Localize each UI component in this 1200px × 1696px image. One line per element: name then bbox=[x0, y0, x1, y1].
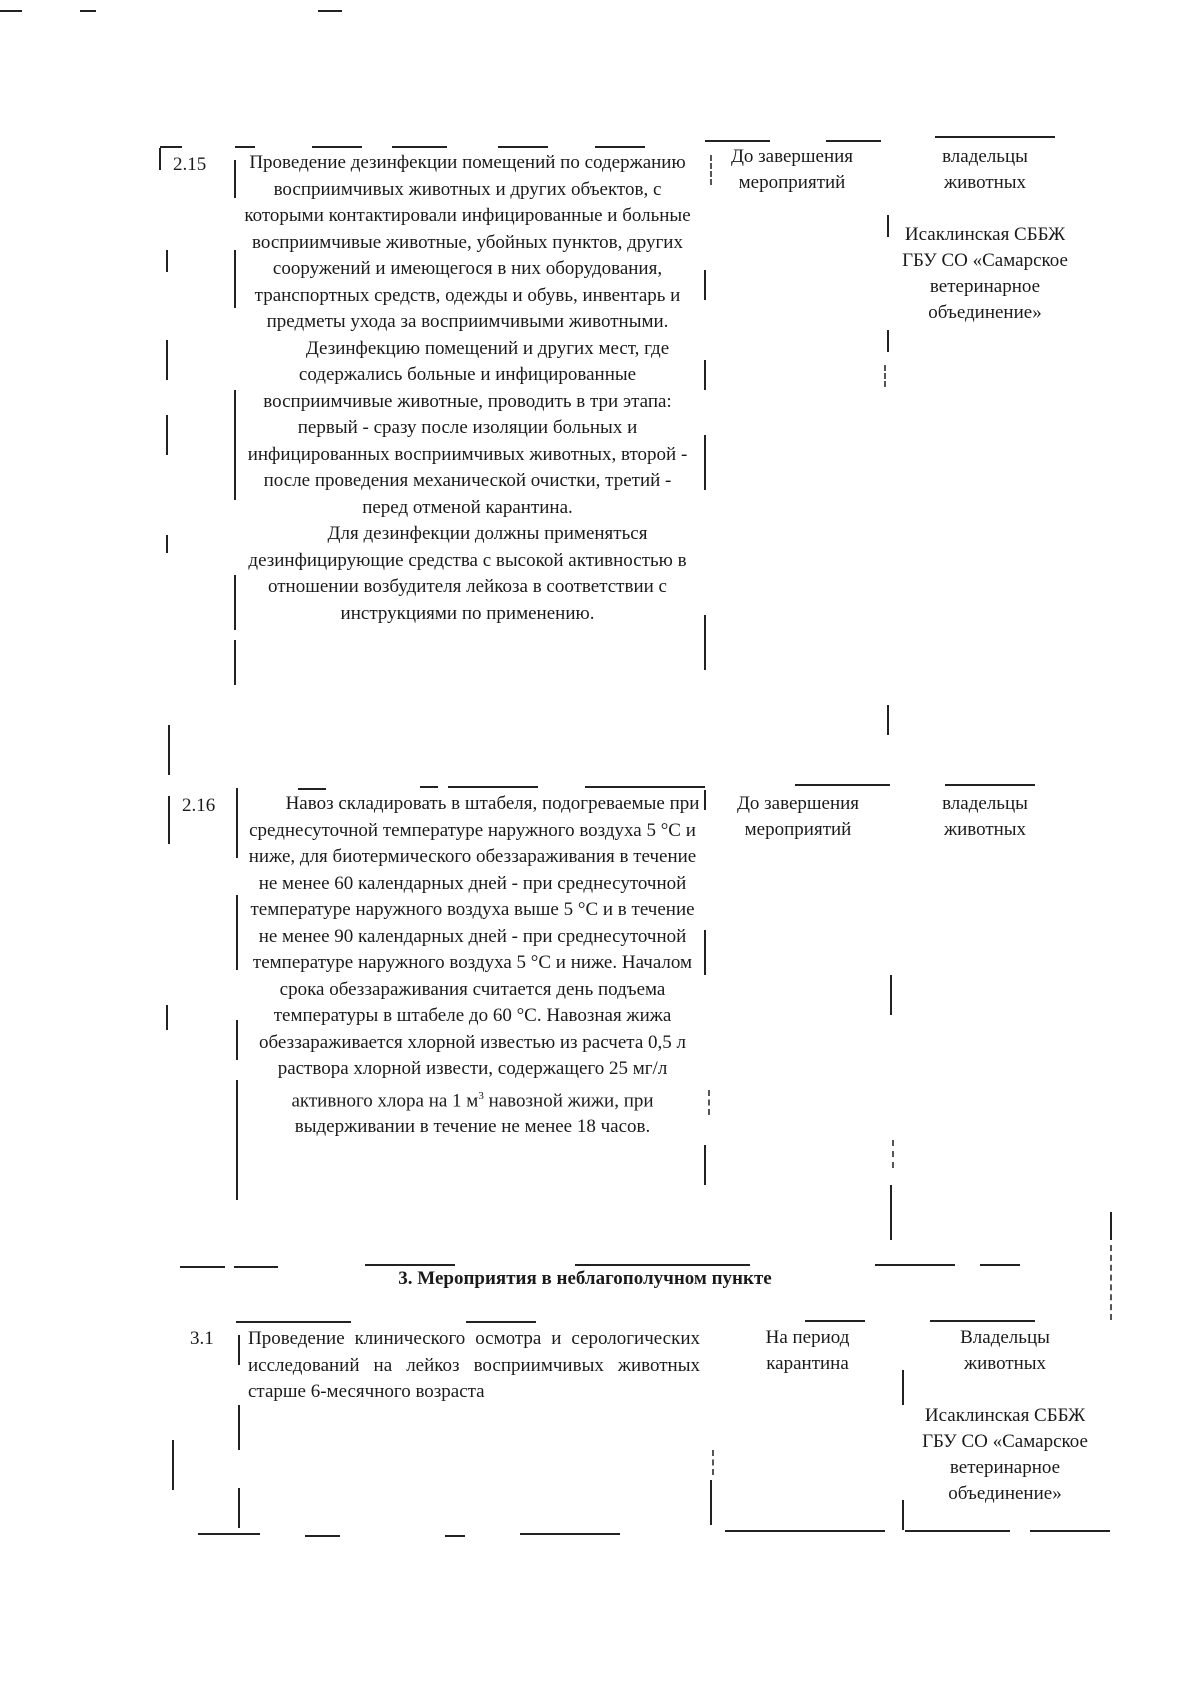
row-number: 2.15 bbox=[173, 154, 207, 175]
table-border bbox=[930, 1320, 1035, 1322]
responsible-vet-station: Исаклинская СББЖ ГБУ СО «Самарское ветеринарное объединение» bbox=[922, 1405, 1088, 1504]
table-border bbox=[905, 1530, 1010, 1532]
table-border bbox=[826, 140, 881, 142]
responsible-owners: владельцы животных bbox=[942, 793, 1028, 840]
superscript: 3 bbox=[478, 1089, 484, 1102]
table-border bbox=[892, 1140, 894, 1168]
table-border bbox=[234, 390, 236, 500]
table-border bbox=[445, 1535, 465, 1537]
table-border bbox=[805, 1320, 865, 1322]
table-border bbox=[498, 146, 548, 148]
table-border bbox=[795, 784, 890, 786]
table-border bbox=[168, 725, 170, 775]
table-border bbox=[704, 435, 706, 490]
scan-artifact-line bbox=[0, 10, 22, 12]
responsible-vet-station: Исаклинская СББЖ ГБУ СО «Самарское ветеринарное объединение» bbox=[902, 224, 1068, 323]
paragraph bbox=[245, 791, 700, 1141]
table-border bbox=[236, 1321, 351, 1323]
table-border bbox=[887, 330, 889, 352]
row-number: 2.16 bbox=[182, 795, 216, 816]
responsible-cell bbox=[920, 1325, 1090, 1507]
responsible-cell bbox=[900, 144, 1070, 326]
table-border bbox=[1030, 1530, 1110, 1532]
manure-text-end: навозной жижи, при выдерживании в течение не менее 18 часов. bbox=[294, 1089, 654, 1138]
table-border bbox=[935, 136, 1055, 138]
paragraph: Проведение дезинфекции помещений по содержанию восприимчивых животных и других объектов, с которыми контактировали инфицированные и больные восприимчивые животные, убойных пунктов, других сооружений и имеющегося в них оборудования, транспортных средств, одежды и обувь, инвентарь и предметы ухода за восприимчивыми животными. bbox=[244, 152, 691, 332]
table-border bbox=[704, 360, 706, 390]
table-border bbox=[166, 250, 168, 272]
responsible-owners: Владельцы животных bbox=[960, 1327, 1050, 1374]
table-border bbox=[166, 1005, 168, 1030]
table-border bbox=[166, 535, 168, 553]
table-border bbox=[159, 148, 161, 170]
table-border bbox=[166, 340, 168, 380]
table-border bbox=[238, 1335, 240, 1365]
table-border bbox=[172, 1440, 174, 1490]
table-border bbox=[708, 1090, 710, 1115]
table-border bbox=[704, 270, 706, 300]
scan-artifact-line bbox=[318, 10, 342, 12]
table-border bbox=[166, 415, 168, 455]
table-border bbox=[890, 1185, 892, 1240]
table-border bbox=[234, 250, 236, 308]
table-border bbox=[236, 788, 238, 858]
table-border bbox=[902, 1370, 904, 1405]
table-border bbox=[884, 365, 886, 387]
table-border bbox=[710, 1480, 712, 1525]
deadline-cell: До завершения мероприятий bbox=[730, 146, 854, 193]
table-border bbox=[298, 788, 326, 790]
manure-text: Навоз складировать в штабеля, подогреваемые при среднесуточной температуре наружного воздуха 5 °С и ниже, для биотермического обеззараживания в течение не менее 60 календарных дней - при среднесуточной температуре наружного воздуха выше 5 °С и в течение не менее 90 календарных дней - при среднесуточной температуре наружного воздуха 5 °С и ниже. Началом срока обеззараживания считается день подъема температуры в штабеле до 60 °С. Навозная жижа обеззараживается хлорной известью из расчета 0,5 л раствора хлорной извести, содержащего 25 мг/л активного хлора на 1 м bbox=[248, 793, 700, 1111]
table-border bbox=[234, 640, 236, 685]
table-border bbox=[305, 1535, 340, 1537]
table-border bbox=[1110, 1245, 1112, 1320]
table-border bbox=[236, 895, 238, 970]
table-border bbox=[725, 1530, 885, 1532]
table-border bbox=[234, 1266, 278, 1268]
table-border bbox=[890, 975, 892, 1015]
table-border bbox=[980, 1264, 1020, 1266]
deadline-cell: До завершения мероприятий bbox=[736, 793, 860, 840]
table-border bbox=[420, 786, 438, 788]
table-border bbox=[902, 1500, 904, 1530]
activity-description bbox=[240, 150, 695, 627]
responsible-cell bbox=[900, 791, 1070, 843]
section-heading: 3. Мероприятия в неблагополучном пункте bbox=[398, 1268, 772, 1289]
table-border bbox=[575, 1264, 750, 1266]
paragraph: Дезинфекцию помещений и других мест, где содержались больные и инфицированные восприимчивые животные, проводить в три этапа: первый - сразу после изоляции больных и инфицированных восприимчивых животных, второй - после проведения механической очистки, третий - перед отменой карантина. bbox=[247, 337, 688, 518]
table-border bbox=[236, 1080, 238, 1200]
table-border bbox=[168, 796, 170, 844]
table-border bbox=[466, 1321, 536, 1323]
paragraph: Для дезинфекции должны применяться дезинфицирующие средства с высокой активностью в отношении возбудителя лейкоза в соответствии с инструкциями по применению. bbox=[248, 523, 687, 624]
activity-description: Проведение клинического осмотра и серологических исследований на лейкоз восприимчивых животных старше 6-месячного возраста bbox=[248, 1328, 700, 1402]
table-border bbox=[312, 146, 362, 148]
scan-artifact-line bbox=[80, 10, 96, 12]
table-border bbox=[585, 786, 705, 788]
table-border bbox=[704, 1145, 706, 1185]
table-border bbox=[234, 160, 236, 198]
table-border bbox=[234, 575, 236, 630]
deadline-cell: На период карантина bbox=[765, 1327, 850, 1374]
table-border bbox=[238, 1405, 240, 1450]
table-border bbox=[887, 215, 889, 237]
table-border bbox=[236, 1020, 238, 1060]
table-border bbox=[704, 790, 706, 810]
table-border bbox=[712, 1450, 714, 1475]
table-border bbox=[887, 705, 889, 735]
table-border bbox=[704, 930, 706, 975]
table-border bbox=[1110, 1212, 1112, 1240]
activity-description bbox=[245, 791, 700, 1141]
row-number: 3.1 bbox=[190, 1328, 214, 1349]
table-border bbox=[875, 1264, 955, 1266]
table-border bbox=[520, 1533, 620, 1535]
table-border bbox=[198, 1533, 260, 1535]
table-border bbox=[238, 1488, 240, 1528]
responsible-owners: владельцы животных bbox=[942, 146, 1028, 193]
table-border bbox=[448, 786, 538, 788]
table-border bbox=[595, 146, 645, 148]
table-border bbox=[180, 1266, 225, 1268]
table-border bbox=[392, 146, 447, 148]
table-border bbox=[365, 1264, 455, 1266]
table-border bbox=[235, 146, 255, 148]
table-border bbox=[945, 784, 1035, 786]
table-border bbox=[704, 615, 706, 670]
table-border bbox=[160, 146, 182, 148]
table-border bbox=[705, 140, 770, 142]
